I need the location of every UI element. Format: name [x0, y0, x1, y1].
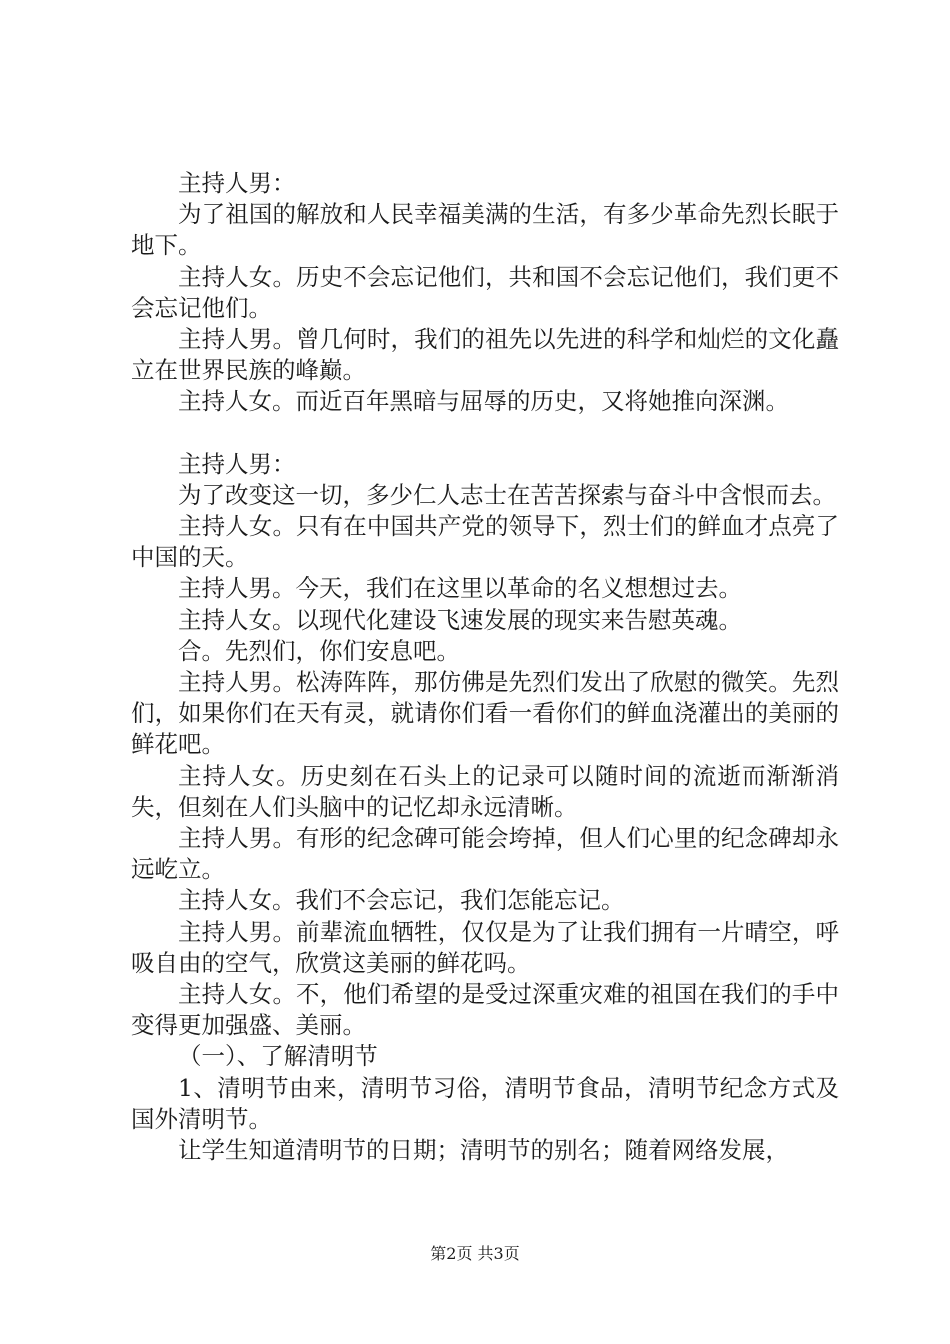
paragraph: 1、清明节由来，清明节习俗，清明节食品，清明节纪念方式及国外清明节。: [131, 1073, 839, 1133]
paragraph: 主持人男。有形的纪念碑可能会垮掉，但人们心里的纪念碑却永远屹立。: [131, 824, 839, 884]
paragraph: 主持人男。曾几何时，我们的祖先以先进的科学和灿烂的文化矗立在世界民族的峰巅。: [131, 325, 839, 385]
paragraph: 主持人男：: [178, 169, 296, 197]
section-heading: （一）、了解清明节: [178, 1042, 378, 1071]
document-body: [131, 168, 839, 1166]
paragraph: 主持人男。今天，我们在这里以革命的名义想想过去。: [178, 574, 742, 603]
paragraph: 主持人女。历史刻在石头上的记录可以随时间的流逝而渐渐消失，但刻在人们头脑中的记忆却永远清晰。: [131, 761, 839, 821]
paragraph: 主持人女。以现代化建设飞速发展的现实来告慰英魂。: [178, 605, 742, 634]
paragraph: 主持人男。前辈流血牺牲，仅仅是为了让我们拥有一片晴空，呼吸自由的空气，欣赏这美丽的鲜花吗。: [131, 917, 839, 977]
paragraph: 为了改变这一切，多少仁人志士在苦苦探索与奋斗中含恨而去。: [178, 480, 836, 509]
paragraph: 合。先烈们，你们安息吧。: [178, 636, 460, 665]
paragraph: 让学生知道清明节的日期；清明节的别名；随着网络发展，: [178, 1136, 789, 1165]
paragraph: 主持人女。历史不会忘记他们，共和国不会忘记他们，我们更不会忘记他们。: [131, 262, 839, 322]
paragraph: 主持人女。不，他们希望的是受过深重灾难的祖国在我们的手中变得更加强盛、美丽。: [131, 980, 839, 1040]
paragraph: 主持人女。而近百年黑暗与屈辱的历史，又将她推向深渊。: [178, 387, 789, 416]
paragraph: 主持人男。松涛阵阵，那仿佛是先烈们发出了欣慰的微笑。先烈们，如果你们在天有灵，就请你们看一看你们的鲜血浇灌出的美丽的鲜花吧。: [131, 668, 839, 759]
paragraph: 为了祖国的解放和人民幸福美满的生活，有多少革命先烈长眠于地下。: [131, 200, 839, 260]
paragraph: 主持人女。只有在中国共产党的领导下，烈士们的鲜血才点亮了中国的天。: [131, 512, 839, 572]
paragraph: 主持人男：: [178, 449, 296, 478]
page-number-footer: 第2页 共3页: [430, 1244, 520, 1263]
paragraph: 主持人女。我们不会忘记，我们怎能忘记。: [178, 886, 625, 915]
